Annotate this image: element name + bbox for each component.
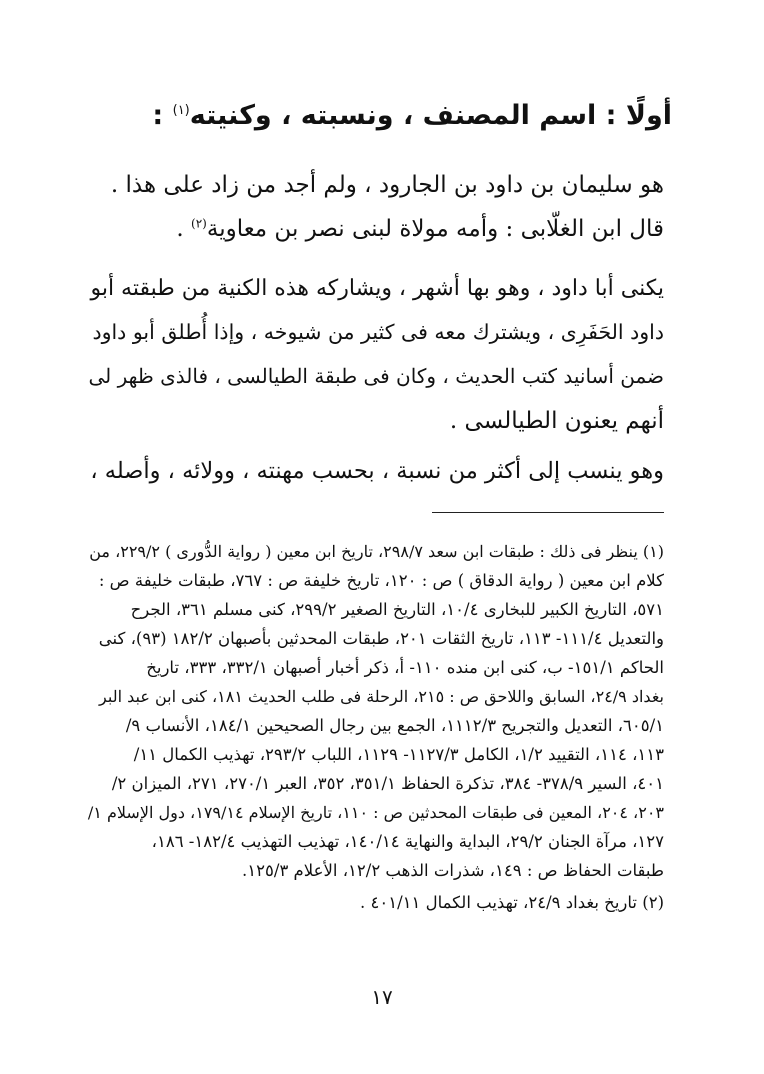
body-line: يكنى أبا داود ، وهو بها أشهر ، ويشاركه هذه الكنية من طبقته أبو (90, 276, 664, 301)
footnote-line: كلام ابن معين ( رواية الدقاق ) ص : ١٢٠، تاريخ خليفة ص : ٧٦٧، طبقات خليفة ص : (98, 571, 664, 590)
footnote-line: بغداد ٢٤/٩، السابق واللاحق ص : ٢١٥، الرحلة فى طلب الحديث ١٨١، كنى ابن عبد البر (99, 687, 664, 706)
body-line: أنهم يعنون الطيالسى . (449, 408, 664, 434)
body-line: ضمن أسانيد كتب الحديث ، وكان فى طبقة الطيالسى ، فالذى ظهر لى (88, 364, 664, 388)
footnote-line: والتعديل ١١١/٤- ١١٣، تاريخ الثقات ٢٠١، طبقات المحدثين بأصبهان ١٨٢/٢ (٩٣)، كنى (98, 629, 664, 648)
footnote-line: ٤٠١، السير ٣٧٨/٩- ٣٨٤، تذكرة الحفاظ ٣٥١/١، ٣٥٢، العبر ٢٧٠/١، ٢٧١، الميزان ٢/ (111, 774, 664, 793)
page-number: ١٧ (371, 985, 393, 1009)
footnote-ref: (٢) (191, 216, 207, 231)
footnote-line: ١٢٧، مرآة الجنان ٢٩/٢، البداية والنهاية ١٤٠/١٤، تهذيب التهذيب ١٨٢/٤- ١٨٦، (151, 832, 664, 851)
footnote-line: طبقات الحفاظ ص : ١٤٩، شذرات الذهب ١٢/٢، الأعلام ١٢٥/٣. (242, 861, 664, 880)
body-line-end: . (176, 216, 192, 242)
footnote-line: (٢) تاريخ بغداد ٢٤/٩، تهذيب الكمال ٤٠١/١١ . (360, 893, 664, 912)
footnote-separator (432, 512, 664, 513)
body-line: هو سليمان بن داود بن الجارود ، ولم أجد من زاد على هذا . (110, 172, 664, 198)
body-line (176, 216, 664, 242)
heading-text: أولًا : اسم المصنف ، ونسبته ، وكنيته (189, 100, 672, 131)
footnote-line: ١١٣، ١١٤، التقييد ١/٢، الكامل ١١٢٧/٣- ١١٢٩، اللباب ٢٩٣/٢، تهذيب الكمال ١١/ (133, 745, 664, 764)
body-line-text: قال ابن الغلّابى : وأمه مولاة لبنى نصر بن معاوية (206, 216, 664, 242)
heading-colon: : (152, 100, 173, 131)
footnote-line: ٦٠٥/١، التعديل والتجريح ١١١٢/٣، الجمع بين رجال الصحيحين ١٨٤/١، الأنساب ٩/ (125, 716, 664, 735)
footnote-line: ٢٠٣، ٢٠٤، المعين فى طبقات المحدثين ص : ١١٠، تاريخ الإسلام ١٧٩/١٤، دول الإسلام ١/ (87, 803, 664, 822)
heading-footnote-ref: (١) (172, 103, 190, 118)
footnote-line: ٥٧١، التاريخ الكبير للبخارى ١٠/٤، التاريخ الصغير ٢٩٩/٢، كنى مسلم ٣٦١، الجرح (130, 600, 664, 619)
section-heading (152, 100, 672, 131)
body-line: داود الحَفَرِى ، ويشترك معه فى كثير من شيوخه ، وإذا أُطلق أبو داود (92, 320, 664, 344)
footnote-line: (١) ينظر فى ذلك : طبقات ابن سعد ٢٩٨/٧، تاريخ ابن معين ( رواية الدُّورى ) ٢٢٩/٢، من (89, 542, 664, 561)
footnote-line: الحاكم ١٥١/١- ب، كنى ابن منده ١١٠- أ، ذكر أخبار أصبهان ٣٣٢/١، ٣٣٣، تاريخ (146, 658, 664, 677)
body-line: وهو ينسب إلى أكثر من نسبة ، بحسب مهنته ، وولائه ، وأصله ، (90, 458, 664, 484)
